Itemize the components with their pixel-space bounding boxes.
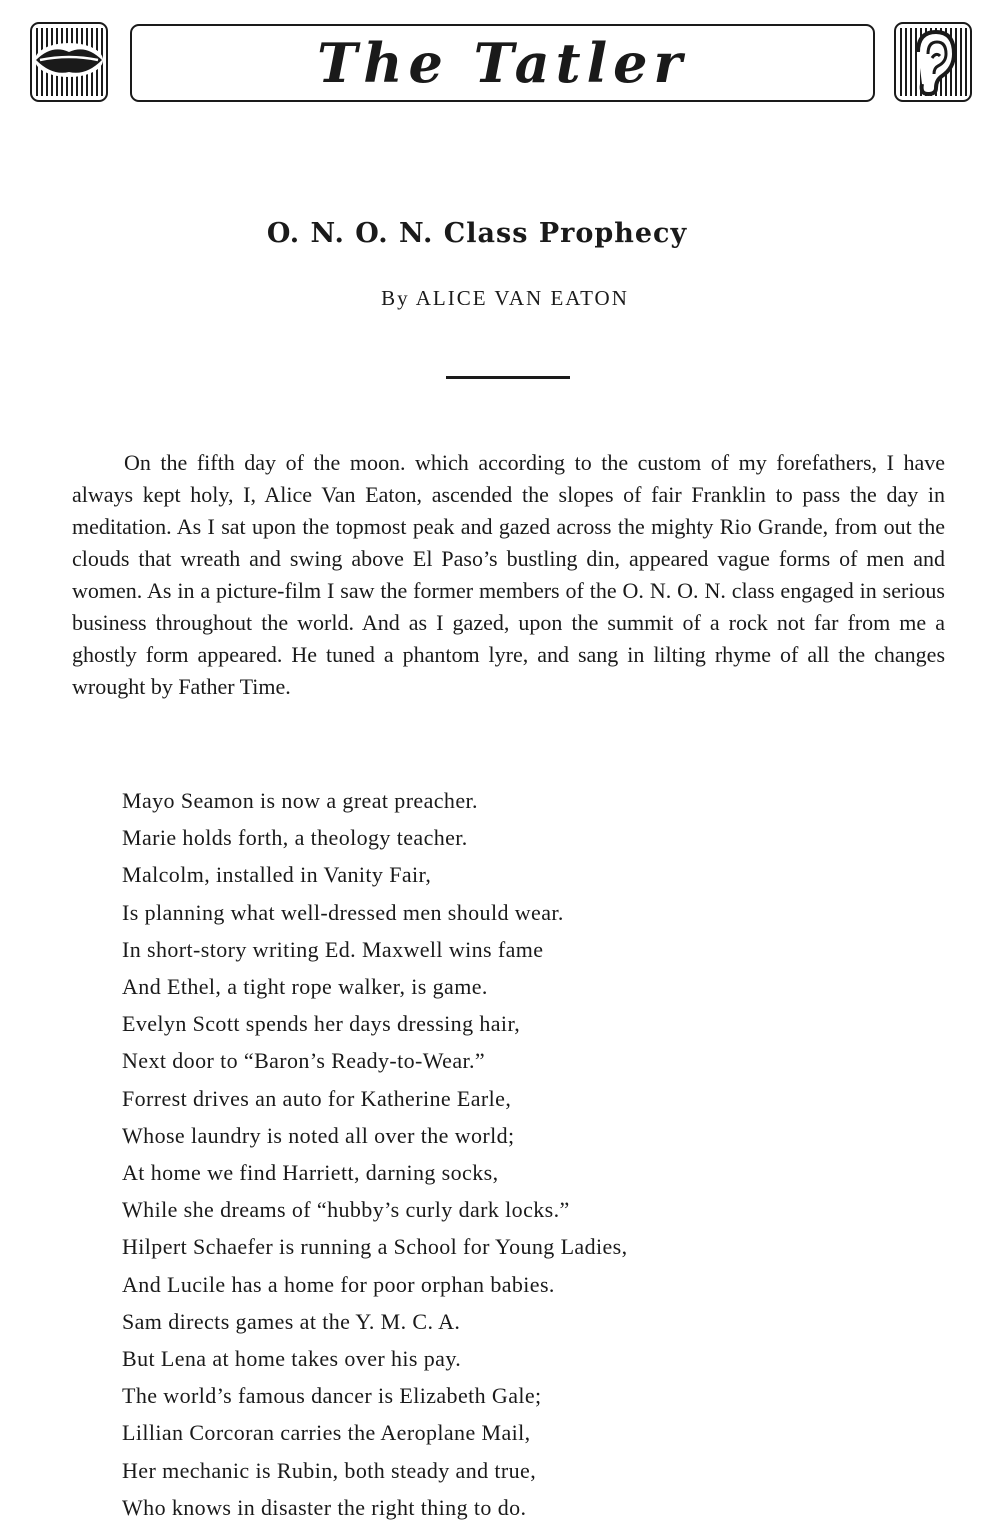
article-title: O. N. O. N. Class Prophecy <box>266 218 688 249</box>
prophecy-verse <box>122 782 862 1526</box>
verse-line: Hilpert Schaefer is running a School for Young Ladies, <box>122 1234 628 1260</box>
verse-line: Mayo Seamon is now a great preacher. <box>122 788 478 813</box>
verse-line: At home we find Harriett, darning socks, <box>122 1160 499 1186</box>
verse-line: Marie holds forth, a theology teacher. <box>122 825 468 851</box>
verse-line: Is planning what well-dressed men should wear. <box>122 899 564 925</box>
verse-line: And Ethel, a tight rope walker, is game. <box>122 974 488 1000</box>
verse-line: The world’s famous dancer is Elizabeth Gale; <box>122 1383 542 1409</box>
masthead <box>30 22 972 106</box>
verse-line: Who knows in disaster the right thing to do. <box>122 1494 527 1520</box>
verse-line: But Lena at home takes over his pay. <box>122 1346 462 1372</box>
right-ornament <box>894 22 972 102</box>
ear-icon <box>896 24 970 100</box>
masthead-title-frame <box>130 24 875 102</box>
verse-line: Malcolm, installed in Vanity Fair, <box>122 862 432 888</box>
verse-line: Evelyn Scott spends her days dressing hair, <box>122 1011 521 1037</box>
verse-line: Sam directs games at the Y. M. C. A. <box>122 1308 461 1334</box>
divider-rule <box>446 376 570 379</box>
verse-line: And Lucile has a home for poor orphan babies. <box>122 1271 555 1297</box>
verse-line: Her mechanic is Rubin, both steady and true, <box>122 1457 537 1483</box>
verse-line: While she dreams of “hubby’s curly dark locks.” <box>122 1197 570 1223</box>
verse-line: Next door to “Baron’s Ready-to-Wear.” <box>122 1048 486 1074</box>
lips-icon <box>32 24 106 100</box>
left-ornament <box>30 22 108 102</box>
verse-line: Lillian Corcoran carries the Aeroplane Mail, <box>122 1420 531 1446</box>
masthead-title: The Tatler <box>317 31 688 95</box>
verse-line: Forrest drives an auto for Katherine Earle, <box>122 1085 512 1111</box>
verse-line: In short-story writing Ed. Maxwell wins fame <box>122 936 544 962</box>
byline: By ALICE VAN EATON <box>381 286 629 310</box>
verse-line: Whose laundry is noted all over the world; <box>122 1122 515 1148</box>
intro-paragraph: On the fifth day of the moon. which according to the custom of my forefathers, I have always kept holy, I, Alice Van Eaton, ascended the slopes of fair Franklin to pass the day in meditation. As I sat upon the topmost peak and gazed across the mighty Rio Grande, from out the clouds that wreath and swing above El Paso’s bustling din, appeared vague forms of men and women. As in a picture-film I saw the former members of the O. N. O. N. class engaged in serious business throughout the world. And as I gazed, upon the summit of a rock not far from me a ghostly form appeared. He tuned a phantom lyre, and sang in lilting rhyme of all the changes wrought by Father Time. <box>72 450 945 699</box>
